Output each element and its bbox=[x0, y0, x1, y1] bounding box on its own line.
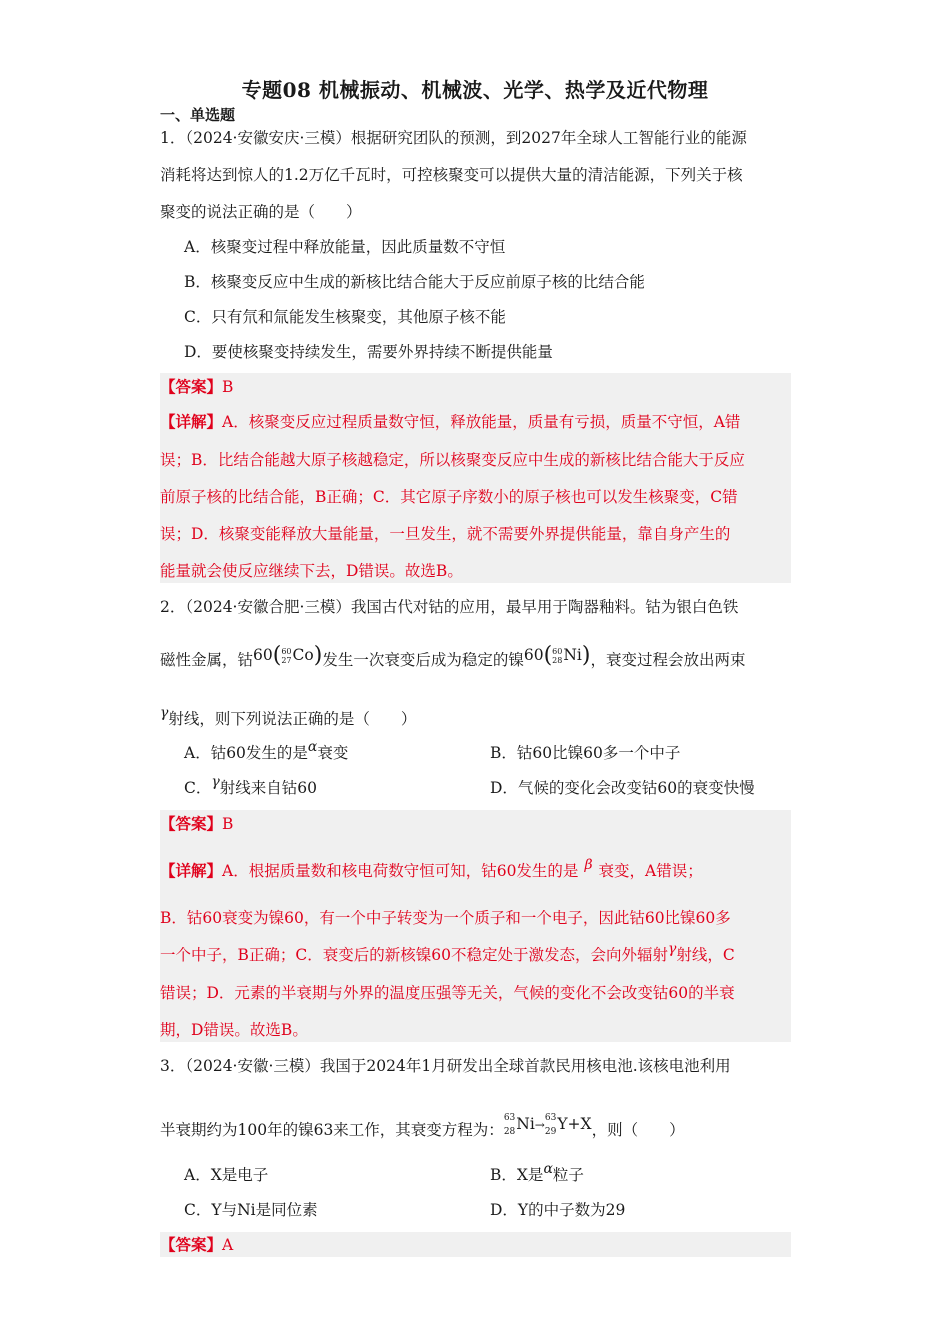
nickel-63-symbol: Ni bbox=[516, 1115, 535, 1133]
cobalt-mass-number: 60 bbox=[281, 646, 292, 656]
q2-option-c-text: 射线来自钴60 bbox=[219, 779, 317, 797]
q3-stem-line-1: 3．（2024·安徽·三模）我国于2024年1月研发出全球首款民用核电池.该核电池利用 bbox=[160, 1057, 731, 1075]
q3-stem-text-a: 半衰期约为100年的镍63来工作，其衰变方程为： bbox=[160, 1121, 504, 1139]
q2-option-c bbox=[184, 774, 317, 799]
q1-option-c: C．只有氘和氚能发生核聚变，其他原子核不能 bbox=[184, 308, 506, 326]
q2-stem-text-c: ，衰变过程会放出两束 bbox=[590, 651, 746, 669]
arrow-icon: → bbox=[534, 1118, 545, 1132]
q1-detail-tag: 【详解】 bbox=[160, 412, 223, 431]
q3-answer-block bbox=[160, 1232, 791, 1257]
nickel-60-notation: 60( 60 28 Ni) bbox=[523, 642, 591, 668]
nickel-63-mass-number: 63 bbox=[503, 1113, 516, 1123]
nickel-atomic-number: 28 bbox=[552, 655, 563, 665]
q2-stem-text-a: 磁性金属，钴 bbox=[160, 651, 254, 669]
q3-stem-text-b: ，则（ ） bbox=[591, 1121, 685, 1139]
nickel-number: 60 bbox=[523, 645, 544, 664]
nickel-mass-number: 60 bbox=[552, 646, 563, 656]
q2-detail-line-1 bbox=[160, 857, 703, 882]
q2-detail-line-5: 期，D错误。故选B。 bbox=[160, 1021, 308, 1039]
nickel-symbol: Ni bbox=[563, 645, 582, 664]
q1-answer-block bbox=[160, 373, 791, 583]
gamma-symbol: γ bbox=[667, 941, 677, 957]
q1-answer bbox=[160, 377, 233, 397]
q1-option-b: B．核聚变反应中生成的新核比结合能大于反应前原子核的比结合能 bbox=[184, 273, 645, 291]
q3-option-c: C．Y与Ni是同位素 bbox=[184, 1201, 318, 1219]
q3-option-b bbox=[490, 1161, 584, 1186]
q2-answer bbox=[160, 814, 233, 834]
q2-option-b: B．钴60比镍60多一个中子 bbox=[490, 744, 681, 762]
alpha-symbol: α bbox=[543, 1161, 553, 1177]
decay-equation bbox=[504, 1111, 592, 1139]
q1-option-a: A．核聚变过程中释放能量，因此质量数不守恒 bbox=[184, 238, 506, 256]
q2-detail-text-1-suffix: 衰变，A错误； bbox=[598, 862, 703, 880]
q1-detail-line-3: 前原子核的比结合能，B正确；C．其它原子序数小的原子核也可以发生核聚变，C错 bbox=[160, 488, 738, 506]
alpha-symbol: α bbox=[307, 739, 318, 755]
q3-option-d: D．Y的中子数为29 bbox=[490, 1201, 626, 1219]
page-title: 专题08 机械振动、机械波、光学、热学及近代物理 bbox=[241, 78, 709, 102]
q2-option-a-text: A．钴60发生的是 bbox=[184, 744, 308, 762]
gamma-symbol: γ bbox=[211, 774, 220, 790]
q2-detail-tag: 【详解】 bbox=[160, 861, 223, 880]
section-heading: 一、单选题 bbox=[160, 106, 236, 124]
q2-stem-text-b: 发生一次衰变后成为稳定的镍 bbox=[322, 651, 524, 669]
product-terms: Y+X bbox=[557, 1115, 592, 1133]
q2-detail-line-3 bbox=[160, 941, 735, 966]
q2-option-a bbox=[184, 739, 349, 764]
cobalt-atomic-number: 27 bbox=[281, 655, 292, 665]
q2-detail-text-3-suffix: 射线，C bbox=[676, 946, 735, 964]
product-y-atomic-number: 29 bbox=[544, 1127, 557, 1137]
q2-detail-text-1: A．根据质量数和核电荷数守恒可知，钴60发生的是 bbox=[222, 862, 579, 880]
q2-stem-line-1: 2．（2024·安徽合肥·三模）我国古代对钴的应用，最早用于陶器釉料。钴为银白色铁 bbox=[160, 598, 739, 616]
q2-detail-line-2: B．钴60衰变为镍60，有一个中子转变为一个质子和一个电子，因此钴60比镍60多 bbox=[160, 909, 731, 927]
gamma-symbol: γ bbox=[160, 705, 169, 721]
cobalt-symbol: Co bbox=[292, 645, 314, 664]
product-y-mass-number: 63 bbox=[544, 1113, 557, 1123]
q1-detail-text-1: A．核聚变反应过程质量数守恒，释放能量，质量有亏损，质量不守恒，A错 bbox=[222, 413, 741, 431]
q1-detail-line-2: 误；B．比结合能越大原子核越稳定，所以核聚变反应中生成的新核比结合能大于反应 bbox=[160, 451, 745, 469]
q1-answer-value: B bbox=[222, 378, 234, 396]
q1-answer-tag: 【答案】 bbox=[160, 377, 223, 396]
cobalt-number: 60 bbox=[253, 645, 273, 664]
q2-answer-tag: 【答案】 bbox=[160, 814, 223, 833]
cobalt-60-notation: 60( 60 27 Co) bbox=[253, 642, 323, 668]
q3-answer-value: A bbox=[222, 1236, 234, 1254]
q1-stem-line-1: 1．（2024·安徽安庆·三模）根据研究团队的预测，到2027年全球人工智能行业的能源 bbox=[160, 129, 747, 147]
q1-detail-line-1 bbox=[160, 412, 740, 432]
q1-stem-line-3: 聚变的说法正确的是（ ） bbox=[160, 203, 362, 221]
q2-stem-text-3: 射线，则下列说法正确的是（ ） bbox=[168, 710, 417, 728]
q3-option-b-text: B．X是 bbox=[490, 1166, 544, 1184]
q1-detail-line-4: 误；D．核聚变能释放大量能量，一旦发生，就不需要外界提供能量，靠自身产生的 bbox=[160, 525, 731, 543]
q2-detail-line-4: 错误；D．元素的半衰期与外界的温度压强等无关，气候的变化不会改变钴60的半衰 bbox=[160, 984, 735, 1002]
q2-option-c-prefix: C． bbox=[184, 779, 212, 797]
q3-option-b-suffix: 粒子 bbox=[552, 1166, 584, 1184]
q3-answer bbox=[160, 1235, 233, 1255]
q3-answer-tag: 【答案】 bbox=[160, 1235, 223, 1254]
q1-option-d: D．要使核聚变持续发生，需要外界持续不断提供能量 bbox=[184, 343, 553, 361]
beta-symbol: β bbox=[584, 857, 593, 873]
q1-stem-line-2: 消耗将达到惊人的1.2万亿千瓦时，可控核聚变可以提供大量的清洁能源，下列关于核 bbox=[160, 166, 743, 184]
q2-detail-text-3: 一个中子，B正确；C．衰变后的新核镍60不稳定处于激发态，会向外辐射 bbox=[160, 946, 668, 964]
nickel-63-atomic-number: 28 bbox=[503, 1127, 516, 1137]
q2-stem-line-3 bbox=[160, 705, 792, 730]
q2-option-a-suffix: 衰变 bbox=[317, 744, 349, 762]
q2-answer-value: B bbox=[222, 815, 234, 833]
q2-stem-line-2 bbox=[160, 642, 792, 672]
q2-option-d: D．气候的变化会改变钴60的衰变快慢 bbox=[490, 779, 755, 797]
q3-option-a: A．X是电子 bbox=[184, 1166, 269, 1184]
q1-detail-line-5: 能量就会使反应继续下去，D错误。故选B。 bbox=[160, 562, 463, 580]
q2-answer-block bbox=[160, 810, 791, 1042]
q3-stem-line-2 bbox=[160, 1113, 792, 1145]
